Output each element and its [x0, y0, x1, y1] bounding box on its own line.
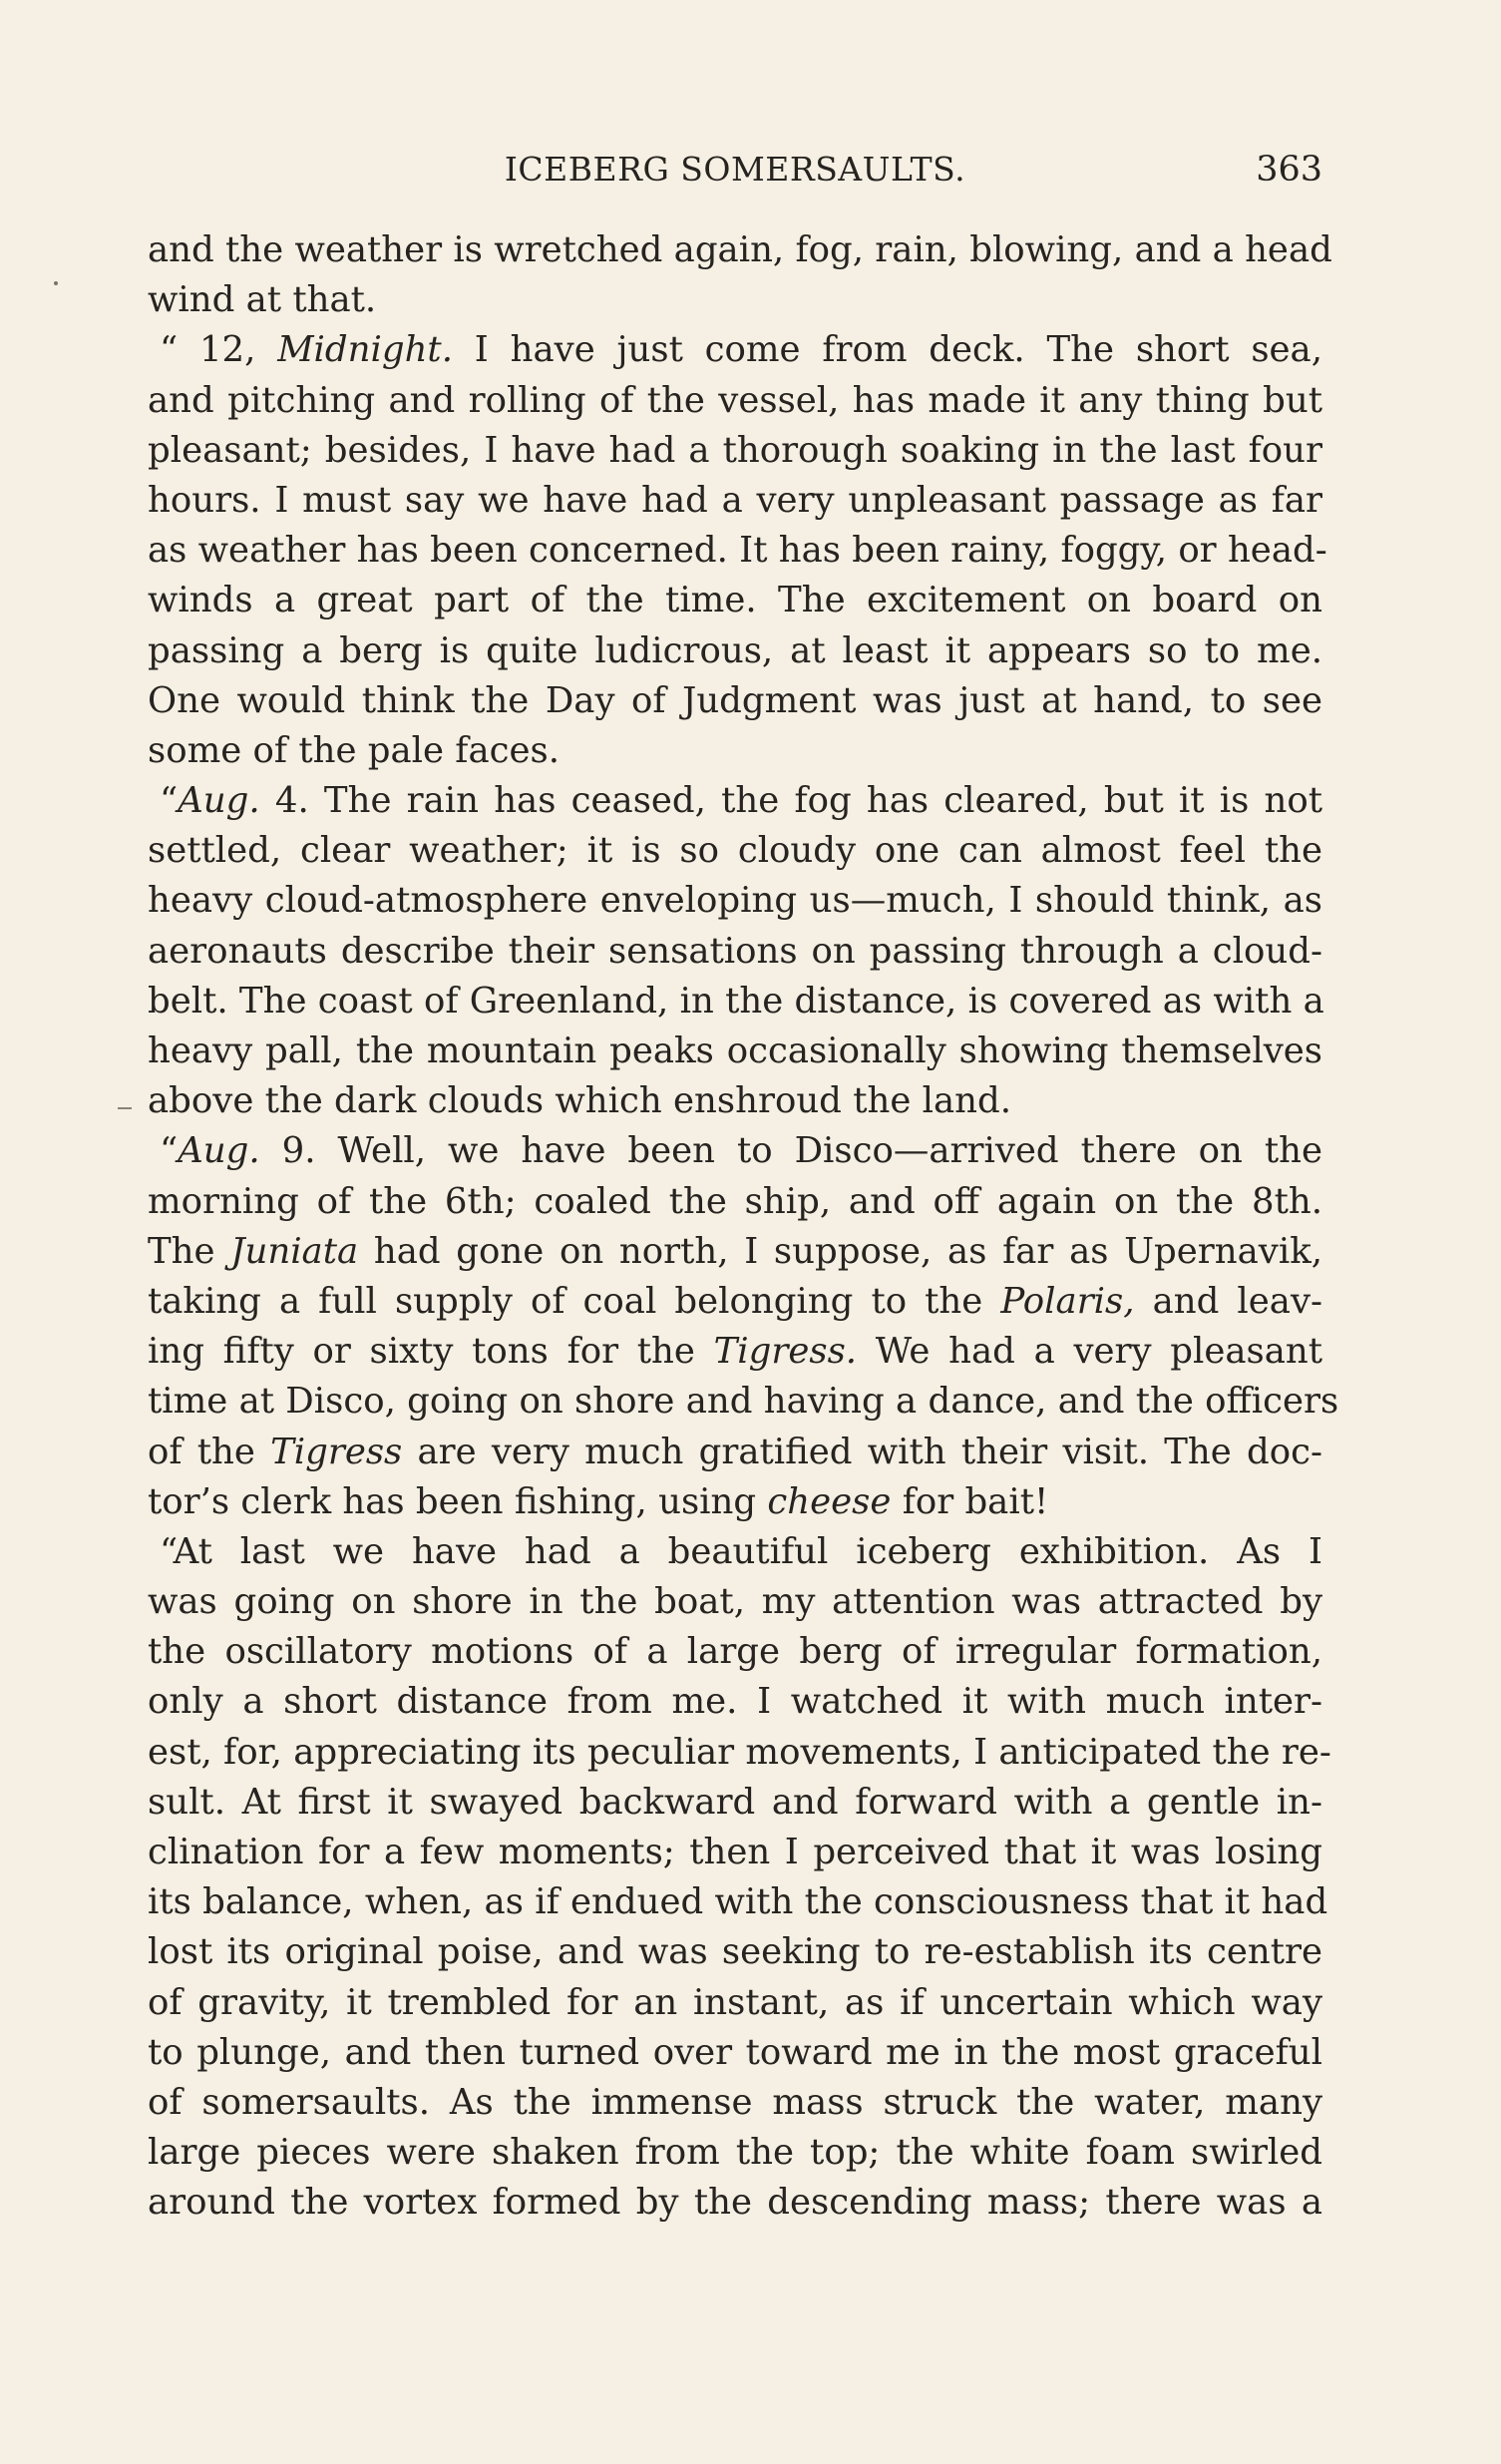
ink-speck	[54, 281, 58, 285]
running-head	[148, 150, 1322, 196]
body-text	[148, 225, 1339, 2229]
text-line: sult. At first it swayed backward and forward with a gentle in-	[148, 1781, 1322, 1823]
text-line: winds a great part of the time. The excitement on board on	[148, 580, 1322, 621]
text-line: to plunge, and then turned over toward me in the most graceful	[148, 2031, 1322, 2073]
text-line: and pitching and rolling of the vessel, has made it any thing but	[148, 379, 1322, 421]
text-line: wind at that.	[148, 279, 377, 321]
text-line: only a short distance from me. I watched it with much inter-	[148, 1681, 1322, 1723]
text-line: The Juniata had gone on north, I suppose, as far as Upernavik,	[148, 1230, 1322, 1272]
ink-mark	[118, 1107, 132, 1109]
text-line: of the Tigress are very much gratified with their visit. The doc-	[148, 1431, 1322, 1472]
text-line: belt. The coast of Greenland, in the distance, is covered as with a	[148, 980, 1324, 1022]
text-line: passing a berg is quite ludicrous, at least it appears so to me.	[148, 629, 1322, 671]
text-line: “At last we have had a beautiful iceberg exhibition. As I	[160, 1530, 1322, 1572]
text-line: its balance, when, as if endued with the consciousness that it had	[148, 1881, 1328, 1923]
text-line: pleasant; besides, I have had a thorough soaking in the last four	[148, 429, 1322, 471]
text-line: heavy pall, the mountain peaks occasionally showing themselves	[148, 1030, 1322, 1071]
text-line: around the vortex formed by the descending mass; there was a	[148, 2182, 1322, 2224]
text-line: “Aug. 9. Well, we have been to Disco—arrived there on the	[160, 1130, 1322, 1172]
text-line: large pieces were shaken from the top; the white foam swirled	[148, 2132, 1322, 2174]
text-line: “ 12, Midnight. I have just come from deck. The short sea,	[160, 329, 1322, 371]
text-line: settled, clear weather; it is so cloudy one can almost feel the	[148, 830, 1322, 872]
text-line: morning of the 6th; coaled the ship, and off again on the 8th.	[148, 1180, 1322, 1222]
text-line: taking a full supply of coal belonging to the Polaris, and leav-	[148, 1280, 1322, 1322]
text-line: aeronauts describe their sensations on passing through a cloud-	[148, 930, 1322, 972]
text-line: the oscillatory motions of a large berg of irregular formation,	[148, 1631, 1322, 1673]
text-line: and the weather is wretched again, fog, rain, blowing, and a head	[148, 229, 1332, 270]
text-line: hours. I must say we have had a very unpleasant passage as far	[148, 479, 1322, 521]
text-line: heavy cloud-atmosphere enveloping us—much, I should think, as	[148, 880, 1322, 922]
text-line: as weather has been concerned. It has been rainy, foggy, or head-	[148, 530, 1327, 572]
text-line: was going on shore in the boat, my attention was attracted by	[148, 1581, 1322, 1623]
text-line: est, for, appreciating its peculiar movements, I anticipated the re-	[148, 1731, 1331, 1773]
text-line: above the dark clouds which enshroud the land.	[148, 1080, 1012, 1122]
text-line: clination for a few moments; then I perceived that it was losing	[148, 1832, 1322, 1872]
text-line: ing fifty or sixty tons for the Tigress. We had a very pleasant	[148, 1331, 1322, 1373]
text-line: of gravity, it trembled for an instant, as if uncertain which way	[148, 1981, 1322, 2023]
text-line: “Aug. 4. The rain has ceased, the fog has cleared, but it is not	[160, 780, 1322, 822]
text-line: tor’s clerk has been fishing, using cheese for bait!	[148, 1480, 1049, 1522]
text-line: time at Disco, going on shore and having a dance, and the officers	[148, 1381, 1339, 1423]
text-line: of somersaults. As the immense mass struck the water, many	[148, 2081, 1322, 2123]
page-number: 363	[1256, 150, 1322, 190]
text-line: One would think the Day of Judgment was just at hand, to see	[148, 679, 1322, 721]
text-line: lost its original poise, and was seeking to re-establish its centre	[148, 1931, 1322, 1973]
running-title: ICEBERG SOMERSAULTS.	[504, 150, 966, 189]
text-line: some of the pale faces.	[148, 729, 560, 771]
